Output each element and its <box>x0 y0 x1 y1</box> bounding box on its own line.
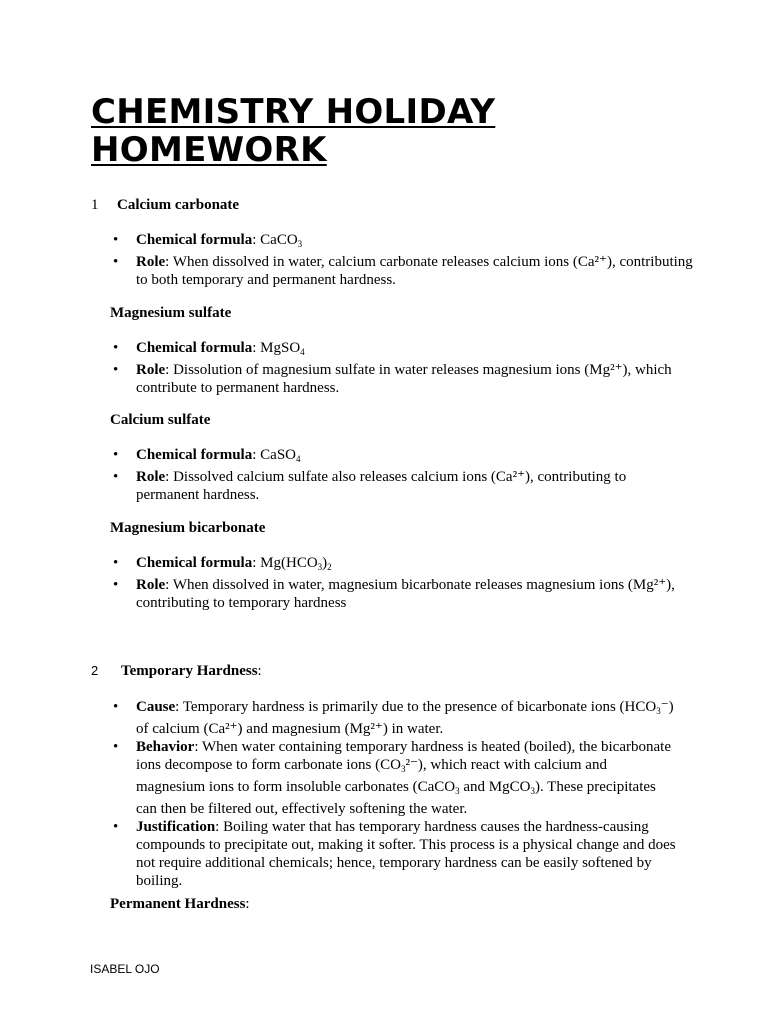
permanent-hardness-heading: Permanent Hardness: <box>110 896 250 912</box>
document-title: CHEMISTRY HOLIDAY HOMEWORK <box>91 92 496 170</box>
cause-item: • Cause: Temporary hardness is primarily due to the presence of bicarbonate ions $(HCO_3^-)$ of calcium (Ca²⁺) and magnesium (Mg²⁺) in water. <box>113 699 674 737</box>
justification-item: • Justification: Boiling water that has temporary hardness causes the hardness-causing compounds to precipitate out, making it softer. This process is a physical change and does not require additional chemicals; hence, temporary hardness can be easily softened by boiling. <box>113 819 676 889</box>
formula-item: • Chemical formula: CaCO$_3$ <box>113 232 303 249</box>
compound-details-list <box>113 231 696 289</box>
section-number-2: 2 <box>91 663 99 678</box>
compound-heading: Calcium carbonate <box>117 197 240 213</box>
section-number-1: 1 <box>91 197 99 213</box>
formula-item: • Chemical formula: MgSO$_4$ <box>113 340 305 357</box>
compound-details-list <box>113 339 696 397</box>
behavior-item: • Behavior: When water containing temporary hardness is heated (boiled), the bicarbonate ions decompose to form carbonate ions $(CO_3^{2-})$, which react with calcium and magnesium ions to form insoluble carbonates (CaCO$_3$ and MgCO$_3$). These precipitates can then be filtered out, effectively softening the water. <box>113 739 671 817</box>
footer-author: ISABEL OJO <box>90 962 160 976</box>
formula-item: • Chemical formula: $Mg(HCO_3)_2$ <box>113 555 332 572</box>
role-item: • Role: Dissolution of magnesium sulfate in water releases magnesium ions (Mg²⁺), which contribute to permanent hardness. <box>113 362 672 396</box>
temporary-hardness-list <box>113 698 676 890</box>
section-heading: Temporary Hardness: <box>121 663 262 679</box>
role-item: • Role: Dissolved calcium sulfate also releases calcium ions (Ca²⁺), contributing to permanent hardness. <box>113 469 627 503</box>
compound-heading: Calcium sulfate <box>110 412 211 428</box>
compound-heading: Magnesium bicarbonate <box>110 520 266 536</box>
compound-details-list <box>113 446 666 504</box>
compound-heading: Magnesium sulfate <box>110 305 232 321</box>
role-item: • Role: When dissolved in water, magnesium bicarbonate releases magnesium ions (Mg²⁺), contributing to temporary hardness <box>113 577 675 611</box>
formula-item: • Chemical formula: CaSO$_4$ <box>113 447 301 464</box>
role-item: • Role: When dissolved in water, calcium carbonate releases calcium ions (Ca²⁺), contributing to both temporary and permanent hardness. <box>113 254 693 288</box>
compound-details-list <box>113 554 696 612</box>
